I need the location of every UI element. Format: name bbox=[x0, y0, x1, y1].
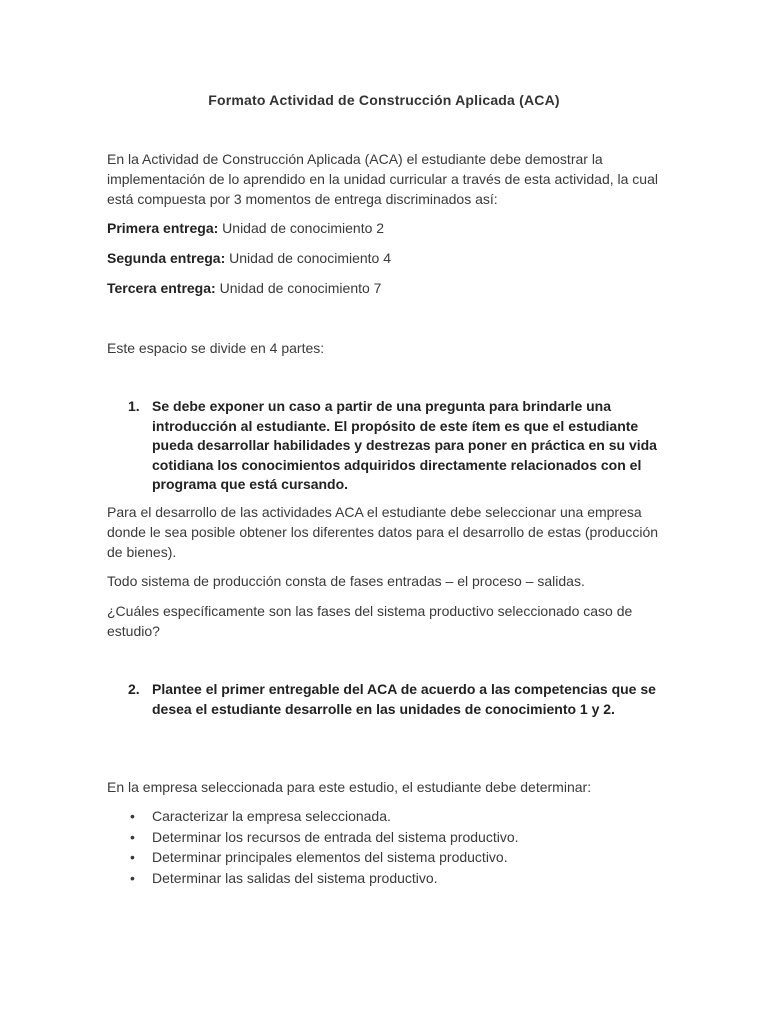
numbered-item-1-text: Se debe exponer un caso a partir de una pregunta para brindarle una introducción al estudiante. El propósito de este ítem es que el estudiante pueda desarrollar habilidades y destrezas para poner en práctica en su vida cotidiana los conocimientos adquiridos directamente relacionados con el programa que está cursando. bbox=[152, 398, 657, 492]
bullet-icon: • bbox=[130, 849, 135, 866]
list-item-text: Determinar los recursos de entrada del sistema productivo. bbox=[152, 828, 519, 845]
numbered-item-2 bbox=[128, 680, 668, 719]
list-item bbox=[128, 847, 668, 868]
paragraph-fases: Todo sistema de producción consta de fases entradas – el proceso – salidas. bbox=[107, 573, 585, 589]
list-item-text: Determinar las salidas del sistema productivo. bbox=[152, 870, 438, 887]
delivery-value-2: Unidad de conocimiento 4 bbox=[229, 250, 392, 266]
list-item-text: Caracterizar la empresa seleccionada. bbox=[152, 808, 391, 824]
delivery-label-2: Segunda entrega: bbox=[107, 250, 226, 266]
bullet-list bbox=[128, 806, 668, 889]
numbered-item-1-number: 1. bbox=[128, 398, 140, 414]
bullet-icon: • bbox=[130, 808, 135, 824]
paragraph-pregunta: ¿Cuáles específicamente son las fases del sistema productivo seleccionado caso de estudio? bbox=[107, 603, 633, 639]
delivery-label-1: Primera entrega: bbox=[107, 220, 219, 236]
paragraph-desarrollo: Para el desarrollo de las actividades ACA el estudiante debe seleccionar una empresa donde le sea posible obtener los diferentes datos para el desarrollo de estas (producción de bienes). bbox=[107, 504, 659, 560]
document-title: Formato Actividad de Construcción Aplicada (ACA) bbox=[208, 92, 560, 108]
numbered-item-2-text: Plantee el primer entregable del ACA de acuerdo a las competencias que se desea el estudiante desarrolle en las unidades de conocimiento 1 y 2. bbox=[152, 681, 656, 717]
delivery-line-2 bbox=[107, 248, 667, 268]
delivery-value-1: Unidad de conocimiento 2 bbox=[222, 220, 385, 236]
list-item bbox=[128, 868, 668, 889]
parts-intro: Este espacio se divide en 4 partes: bbox=[107, 340, 325, 356]
numbered-item-1 bbox=[128, 397, 668, 495]
paragraph-determinar: En la empresa seleccionada para este estudio, el estudiante debe determinar: bbox=[107, 779, 592, 795]
intro-paragraph: En la Actividad de Construcción Aplicada (ACA) el estudiante debe demostrar la implementación de lo aprendido en la unidad curricular a través de esta actividad, la cual está compuesta por 3 momentos de entrega discriminados así: bbox=[107, 151, 658, 207]
list-item-text: Determinar principales elementos del sistema productivo. bbox=[152, 849, 508, 866]
list-item bbox=[128, 806, 668, 827]
list-item bbox=[128, 827, 668, 848]
bullet-icon: • bbox=[130, 828, 135, 845]
delivery-value-3: Unidad de conocimiento 7 bbox=[219, 280, 382, 296]
delivery-line-1 bbox=[107, 218, 667, 238]
delivery-line-3 bbox=[107, 278, 667, 298]
bullet-icon: • bbox=[130, 870, 135, 887]
numbered-item-2-number: 2. bbox=[128, 681, 140, 697]
delivery-label-3: Tercera entrega: bbox=[107, 280, 216, 296]
